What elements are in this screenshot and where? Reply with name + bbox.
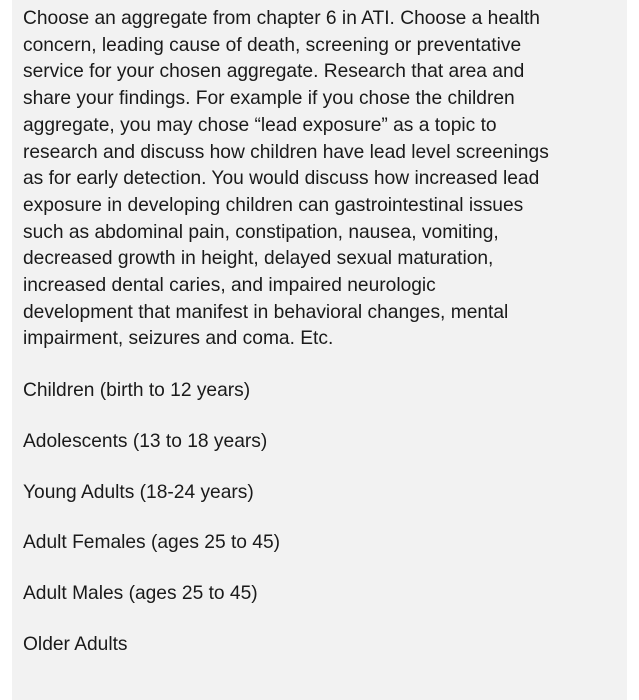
prompt-line: development that manifest in behavioral changes, mental: [23, 301, 509, 323]
prompt-line: decreased growth in height, delayed sexual maturation,: [23, 248, 494, 270]
aggregate-item-young-adults: Young Adults (18-24 years): [23, 481, 254, 503]
prompt-line: share your findings. For example if you chose the children: [23, 88, 515, 110]
prompt-line: research and discuss how children have lead level screenings: [23, 141, 549, 163]
assignment-card: [12, 0, 627, 700]
aggregate-item-children: Children (birth to 12 years): [23, 380, 251, 401]
prompt-line: concern, leading cause of death, screening or preventative: [23, 34, 522, 56]
aggregate-item-adolescents: Adolescents (13 to 18 years): [23, 430, 268, 452]
prompt-line: as for early detection. You would discuss how increased lead: [23, 168, 540, 190]
aggregate-item-older-adults: Older Adults: [23, 633, 128, 655]
prompt-line: increased dental caries, and impaired neurologic: [23, 275, 436, 297]
prompt-line: such as abdominal pain, constipation, nausea, vomiting,: [23, 221, 499, 243]
prompt-line: aggregate, you may chose “lead exposure” as a topic to: [23, 114, 497, 136]
aggregate-item-adult-males: Adult Males (ages 25 to 45): [23, 583, 258, 605]
prompt-line: service for your chosen aggregate. Research that area and: [23, 61, 525, 83]
prompt-line: Choose an aggregate from chapter 6 in ATI. Choose a health: [23, 8, 540, 29]
prompt-line: impairment, seizures and coma. Etc.: [23, 328, 334, 350]
aggregate-list: [23, 376, 280, 681]
prompt-line: exposure in developing children can gastrointestinal issues: [23, 194, 524, 216]
assignment-prompt: [23, 6, 625, 353]
aggregate-item-adult-females: Adult Females (ages 25 to 45): [23, 532, 281, 554]
